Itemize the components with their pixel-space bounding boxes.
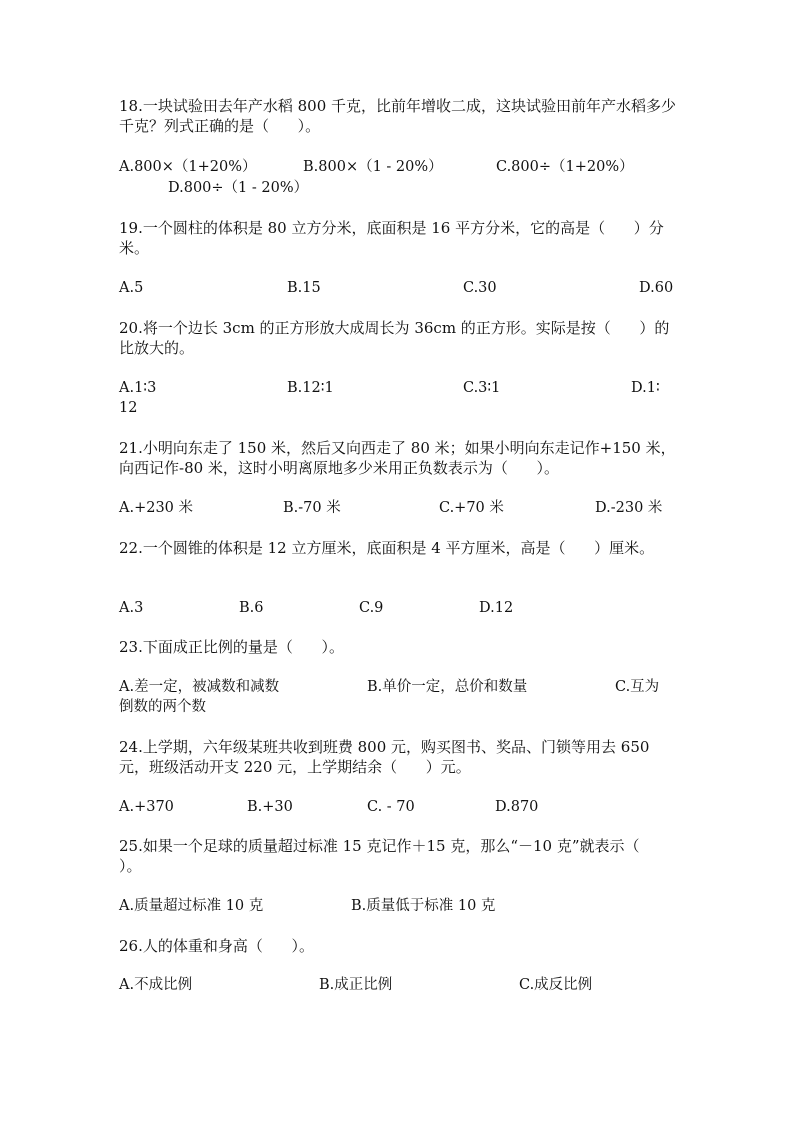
- question-19-stem: 19.一个圆柱的体积是 80 立方分米，底面积是 16 平方分米，它的高是（ ）分米。: [119, 219, 664, 257]
- option-d: D.-230 米: [595, 500, 663, 516]
- question-21-stem: 21.小明向东走了 150 米，然后又向西走了 80 米；如果小明向东走记作+150 米，向西记作-80 米，这时小明离原地多少米用正负数表示为（ ）。: [119, 439, 676, 477]
- option-c: C.9: [359, 600, 384, 616]
- option-b: B.单价一定，总价和数量: [367, 679, 528, 695]
- option-a: A.800×（1+20%）: [119, 159, 257, 175]
- option-a: A.+370: [119, 799, 174, 815]
- option-d: D.1∶: [631, 380, 660, 396]
- option-d: D.60: [639, 280, 674, 296]
- option-a: A.质量超过标准 10 克: [119, 898, 264, 914]
- option-b: B.-70 米: [283, 500, 341, 516]
- question-24-stem: 24.上学期，六年级某班共收到班费 800 元，购买图书、奖品、门锁等用去 650 元，班级活动开支 220 元，上学期结余（ ）元。: [119, 738, 655, 776]
- option-c: C.成反比例: [519, 977, 593, 993]
- question-25-stem: 25.如果一个足球的质量超过标准 15 克记作＋15 克，那么“－10 克”就表示（ ）。: [119, 837, 669, 875]
- question-22-stem: 22.一个圆锥的体积是 12 立方厘米，底面积是 4 平方厘米，高是（ ）厘米。: [119, 539, 655, 557]
- option-b: B.质量低于标准 10 克: [351, 898, 496, 914]
- option-c: C.30: [463, 280, 497, 296]
- option-c: C.互为: [615, 679, 660, 695]
- option-c: C.800÷（1+20%）: [496, 159, 634, 175]
- question-18-stem: 18.一块试验田去年产水稻 800 千克，比前年增收二成，这块试验田前年产水稻多少千克？列式正确的是（ ）。: [119, 97, 677, 135]
- option-d: D.870: [495, 799, 539, 815]
- option-d-continued: 12: [119, 400, 138, 416]
- option-a: A.+230 米: [119, 500, 194, 516]
- option-b: B.+30: [247, 799, 293, 815]
- option-c: C.+70 米: [439, 500, 504, 516]
- option-b: B.800×（1 - 20%）: [303, 159, 443, 175]
- option-d: D.12: [479, 600, 514, 616]
- option-a: A.5: [119, 280, 144, 296]
- option-b: B.6: [239, 600, 264, 616]
- question-20-stem: 20.将一个边长 3cm 的正方形放大成周长为 36cm 的正方形。实际是按（ ）的比放大的。: [119, 319, 670, 357]
- option-a: A.1∶3: [119, 380, 157, 396]
- option-b: B.成正比例: [319, 977, 393, 993]
- option-d: D.800÷（1 - 20%）: [168, 180, 309, 196]
- option-c: C.3∶1: [463, 380, 501, 396]
- option-a: A.差一定，被减数和减数: [119, 679, 280, 695]
- option-a: A.3: [119, 600, 144, 616]
- option-b: B.12∶1: [287, 380, 334, 396]
- option-c-continued: 倒数的两个数: [119, 699, 206, 715]
- option-c: C. - 70: [367, 799, 415, 815]
- question-23-stem: 23.下面成正比例的量是（ ）。: [119, 638, 344, 656]
- question-26-stem: 26.人的体重和身高（ ）。: [119, 937, 314, 955]
- option-a: A.不成比例: [119, 977, 193, 993]
- option-b: B.15: [287, 280, 321, 296]
